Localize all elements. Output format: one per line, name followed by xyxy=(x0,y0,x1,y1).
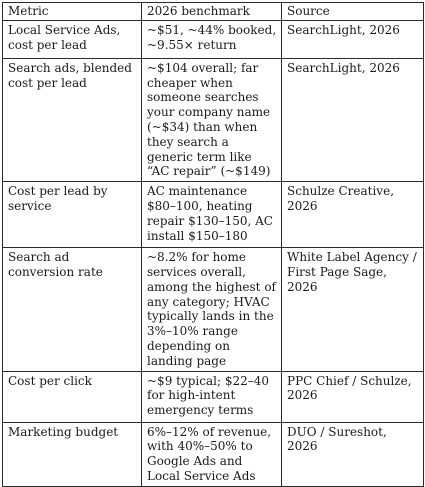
source-cell: PPC Chief / Schulze, 2026 xyxy=(282,371,424,422)
header-metric: Metric xyxy=(3,3,142,21)
benchmark-cell: ~$104 overall; far cheaper when someone searches your company name (~$34) than when they search a generic term like “AC repair” (~$149) xyxy=(142,58,282,181)
source-cell: DUO / Sureshot, 2026 xyxy=(282,422,424,486)
benchmark-cell: 6%–12% of revenue, with 40%–50% to Google Ads and Local Service Ads xyxy=(142,422,282,486)
source-cell: White Label Agency / First Page Sage, 2026 xyxy=(282,248,424,371)
table-row xyxy=(3,182,424,248)
metric-cell: Search ads, blended cost per lead xyxy=(3,58,142,181)
metric-cell: Cost per lead by service xyxy=(3,182,142,248)
metric-cell: Local Service Ads, cost per lead xyxy=(3,20,142,58)
source-cell: Schulze Creative, 2026 xyxy=(282,182,424,248)
table-row xyxy=(3,58,424,181)
metric-cell: Search ad conversion rate xyxy=(3,248,142,371)
table-row xyxy=(3,248,424,371)
table-row xyxy=(3,20,424,58)
benchmark-table xyxy=(2,2,424,487)
benchmark-cell: AC maintenance $80–100, heating repair $130–150, AC install $150–180 xyxy=(142,182,282,248)
benchmark-cell: ~$9 typical; $22–40 for high-intent emergency terms xyxy=(142,371,282,422)
benchmark-cell: ~8.2% for home services overall, among the highest of any category; HVAC typically lands in the 3%–10% range depending on landing page xyxy=(142,248,282,371)
header-source: Source xyxy=(282,3,424,21)
table-row xyxy=(3,422,424,486)
table-row xyxy=(3,371,424,422)
metric-cell: Cost per click xyxy=(3,371,142,422)
metric-cell: Marketing budget xyxy=(3,422,142,486)
header-benchmark: 2026 benchmark xyxy=(142,3,282,21)
source-cell: SearchLight, 2026 xyxy=(282,58,424,181)
table-header-row xyxy=(3,3,424,21)
source-cell: SearchLight, 2026 xyxy=(282,20,424,58)
benchmark-cell: ~$51, ~44% booked, ~9.55× return xyxy=(142,20,282,58)
